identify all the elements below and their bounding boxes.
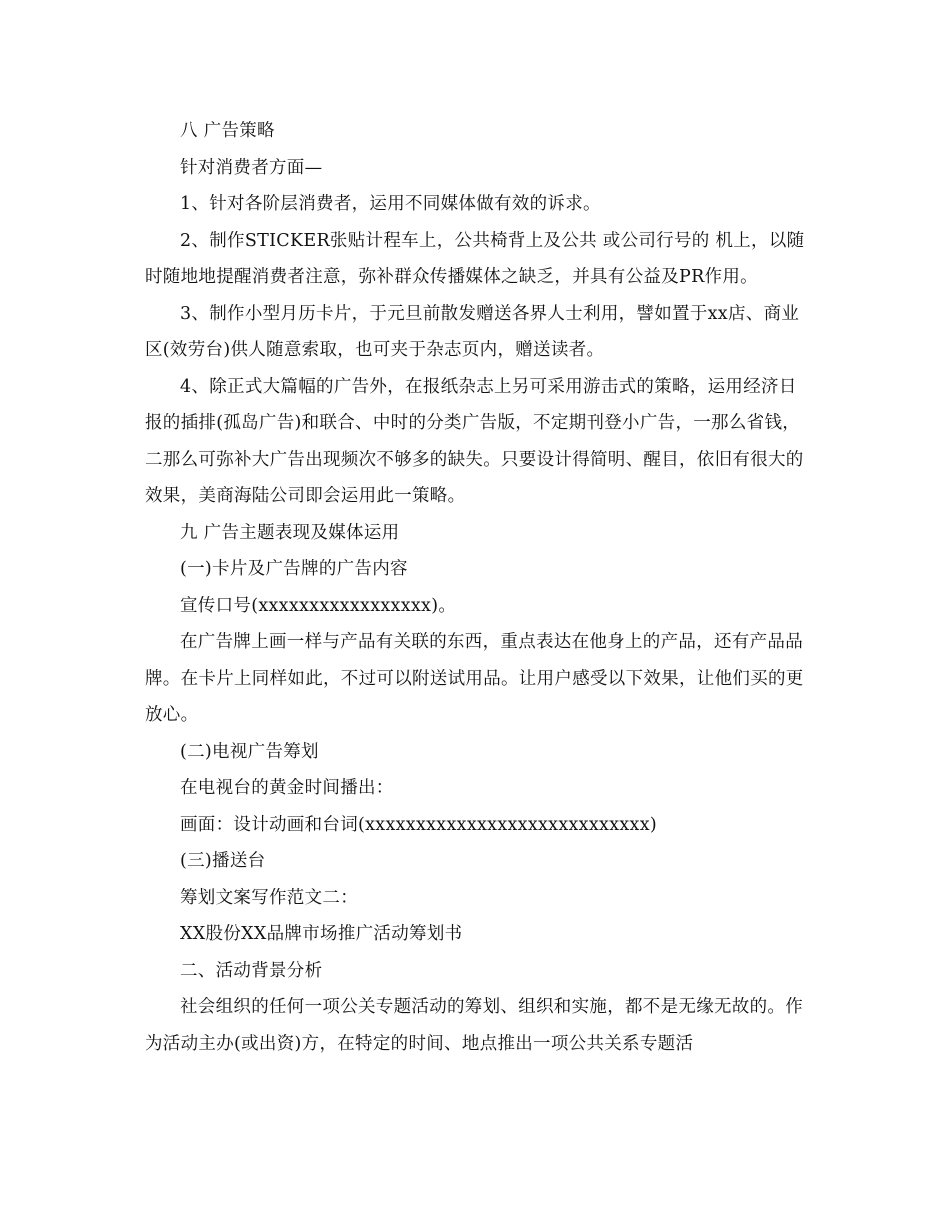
paragraph-consumer-aspect: 针对消费者方面—: [180, 157, 323, 178]
paragraph-tv-visuals: 画面：设计动画和台词(xxxxxxxxxxxxxxxxxxxxxxxxxxxx): [180, 814, 657, 835]
section-heading-theme-media: 九 广告主题表现及媒体运用: [180, 522, 400, 543]
paragraph-sample-two: 筹划文案写作范文二：: [180, 887, 358, 908]
section-heading-ad-strategy: 八 广告策略: [180, 121, 275, 141]
subheading-broadcast: (三)播送台: [180, 851, 266, 871]
paragraph-plan-title: XX股份XX品牌市场推广活动筹划书: [180, 924, 463, 944]
paragraph-background-analysis: 社会组织的任何一项公关专题活动的筹划、组织和实施，都不是无缘无故的。作为活动主办(或出资)方，在特定的时间、地点推出一项公共关系专题活: [145, 997, 803, 1054]
list-item-2: 2、制作STICKER张贴计程车上，公共椅背上及公共 或公司行号的 机上，以随时随地地提醒消费者注意，弥补群众传播媒体之缺乏，并具有公益及PR作用。: [145, 230, 805, 287]
list-item-1: 1、针对各阶层消费者，运用不同媒体做有效的诉求。: [180, 194, 601, 214]
list-item-4: 4、除正式大篇幅的广告外，在报纸杂志上另可采用游击式的策略，运用经济日报的插排(孤岛广告)和联合、中时的分类广告版，不定期刊登小广告，一那么省钱，二那么可弥补大广告出现频次不够多的缺失。只要设计得简明、醒目，依旧有很大的效果，美商海陆公司即会运用此一策略。: [145, 376, 804, 506]
subheading-card-billboard: (一)卡片及广告牌的广告内容: [180, 559, 408, 579]
paragraph-tv-prime-time: 在电视台的黄金时间播出：: [180, 778, 394, 798]
subheading-tv-ad: (二)电视广告筹划: [180, 741, 319, 762]
paragraph-billboard-content: 在广告牌上画一样与产品有关联的东西，重点表达在他身上的产品，还有产品品牌。在卡片上同样如此，不过可以附送试用品。让用户感受以下效果，让他们买的更放心。: [145, 632, 804, 725]
paragraph-slogan: 宣传口号(xxxxxxxxxxxxxxxxx)。: [180, 595, 457, 616]
section-heading-background: 二、活动背景分析: [180, 960, 323, 981]
document-body: [145, 113, 810, 1062]
list-item-3: 3、制作小型月历卡片，于元旦前散发赠送各界人士利用，譬如置于xx店、商业区(效劳台)供人随意索取，也可夹于杂志页内，赠送读者。: [145, 303, 800, 360]
